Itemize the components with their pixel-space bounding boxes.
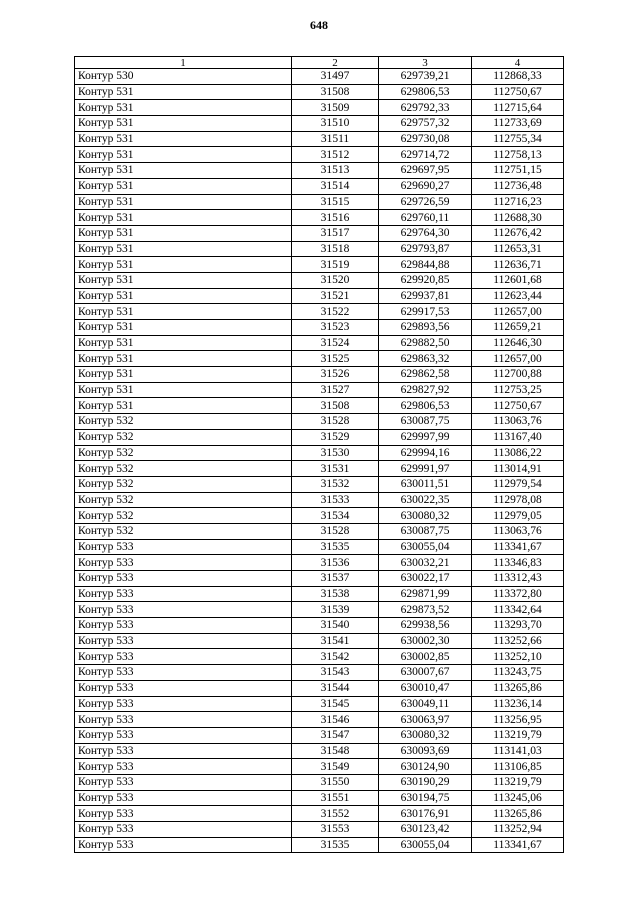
table-row xyxy=(75,398,564,414)
point-number-cell: 31535 xyxy=(292,539,379,555)
table-row xyxy=(75,163,564,179)
x-coordinate-cell: 629994,16 xyxy=(379,445,472,461)
x-coordinate-cell: 629871,99 xyxy=(379,586,472,602)
contour-name-cell: Контур 531 xyxy=(75,288,292,304)
x-coordinate-cell: 629714,72 xyxy=(379,147,472,163)
table-row xyxy=(75,210,564,226)
contour-name-cell: Контур 532 xyxy=(75,508,292,524)
contour-name-cell: Контур 533 xyxy=(75,790,292,806)
table-row xyxy=(75,178,564,194)
y-coordinate-cell: 113372,80 xyxy=(472,586,564,602)
contour-name-cell: Контур 533 xyxy=(75,774,292,790)
table-row xyxy=(75,194,564,210)
point-number-cell: 31522 xyxy=(292,304,379,320)
point-number-cell: 31544 xyxy=(292,680,379,696)
y-coordinate-cell: 113346,83 xyxy=(472,555,564,571)
x-coordinate-cell: 630087,75 xyxy=(379,523,472,539)
contour-name-cell: Контур 533 xyxy=(75,837,292,853)
contour-name-cell: Контур 533 xyxy=(75,555,292,571)
y-coordinate-cell: 112758,13 xyxy=(472,147,564,163)
point-number-cell: 31509 xyxy=(292,100,379,116)
x-coordinate-cell: 629730,08 xyxy=(379,131,472,147)
table-row xyxy=(75,492,564,508)
contour-name-cell: Контур 531 xyxy=(75,147,292,163)
table-row xyxy=(75,84,564,100)
table-row xyxy=(75,414,564,430)
contour-name-cell: Контур 533 xyxy=(75,743,292,759)
contour-name-cell: Контур 533 xyxy=(75,759,292,775)
x-coordinate-cell: 630063,97 xyxy=(379,712,472,728)
table-row xyxy=(75,523,564,539)
contour-name-cell: Контур 533 xyxy=(75,633,292,649)
y-coordinate-cell: 112716,23 xyxy=(472,194,564,210)
table-row xyxy=(75,461,564,477)
table-row xyxy=(75,743,564,759)
contour-name-cell: Контур 532 xyxy=(75,461,292,477)
point-number-cell: 31508 xyxy=(292,398,379,414)
x-coordinate-cell: 629764,30 xyxy=(379,225,472,241)
point-number-cell: 31519 xyxy=(292,257,379,273)
column-header-3: 3 xyxy=(379,57,472,69)
x-coordinate-cell: 629991,97 xyxy=(379,461,472,477)
table-row xyxy=(75,712,564,728)
y-coordinate-cell: 113167,40 xyxy=(472,429,564,445)
table-row xyxy=(75,790,564,806)
x-coordinate-cell: 630087,75 xyxy=(379,414,472,430)
point-number-cell: 31540 xyxy=(292,618,379,634)
y-coordinate-cell: 113014,91 xyxy=(472,461,564,477)
contour-name-cell: Контур 531 xyxy=(75,84,292,100)
y-coordinate-cell: 112753,25 xyxy=(472,382,564,398)
y-coordinate-cell: 113265,86 xyxy=(472,806,564,822)
table-row xyxy=(75,759,564,775)
x-coordinate-cell: 629697,95 xyxy=(379,163,472,179)
point-number-cell: 31525 xyxy=(292,351,379,367)
column-header-2: 2 xyxy=(292,57,379,69)
y-coordinate-cell: 112715,64 xyxy=(472,100,564,116)
point-number-cell: 31537 xyxy=(292,571,379,587)
x-coordinate-cell: 630002,85 xyxy=(379,649,472,665)
x-coordinate-cell: 629690,27 xyxy=(379,178,472,194)
table-row xyxy=(75,100,564,116)
y-coordinate-cell: 112755,34 xyxy=(472,131,564,147)
table-row xyxy=(75,304,564,320)
table-row xyxy=(75,633,564,649)
point-number-cell: 31528 xyxy=(292,523,379,539)
table-row xyxy=(75,131,564,147)
x-coordinate-cell: 629997,99 xyxy=(379,429,472,445)
point-number-cell: 31545 xyxy=(292,696,379,712)
y-coordinate-cell: 113341,67 xyxy=(472,539,564,555)
contour-name-cell: Контур 531 xyxy=(75,194,292,210)
table-row xyxy=(75,320,564,336)
point-number-cell: 31534 xyxy=(292,508,379,524)
contour-name-cell: Контур 531 xyxy=(75,320,292,336)
contour-name-cell: Контур 533 xyxy=(75,618,292,634)
point-number-cell: 31532 xyxy=(292,476,379,492)
y-coordinate-cell: 113141,03 xyxy=(472,743,564,759)
point-number-cell: 31538 xyxy=(292,586,379,602)
table-row xyxy=(75,571,564,587)
x-coordinate-cell: 629739,21 xyxy=(379,69,472,85)
table-row xyxy=(75,508,564,524)
y-coordinate-cell: 112653,31 xyxy=(472,241,564,257)
table-row xyxy=(75,774,564,790)
point-number-cell: 31497 xyxy=(292,69,379,85)
x-coordinate-cell: 629882,50 xyxy=(379,335,472,351)
contour-name-cell: Контур 531 xyxy=(75,116,292,132)
x-coordinate-cell: 630124,90 xyxy=(379,759,472,775)
y-coordinate-cell: 112623,44 xyxy=(472,288,564,304)
x-coordinate-cell: 630010,47 xyxy=(379,680,472,696)
y-coordinate-cell: 112601,68 xyxy=(472,272,564,288)
table-row xyxy=(75,382,564,398)
point-number-cell: 31513 xyxy=(292,163,379,179)
table-row xyxy=(75,69,564,85)
y-coordinate-cell: 113293,70 xyxy=(472,618,564,634)
x-coordinate-cell: 630194,75 xyxy=(379,790,472,806)
table-row xyxy=(75,649,564,665)
x-coordinate-cell: 630011,51 xyxy=(379,476,472,492)
contour-name-cell: Контур 530 xyxy=(75,69,292,85)
x-coordinate-cell: 629844,88 xyxy=(379,257,472,273)
x-coordinate-cell: 629920,85 xyxy=(379,272,472,288)
y-coordinate-cell: 113219,79 xyxy=(472,774,564,790)
x-coordinate-cell: 629757,32 xyxy=(379,116,472,132)
table-row xyxy=(75,367,564,383)
point-number-cell: 31533 xyxy=(292,492,379,508)
y-coordinate-cell: 113265,86 xyxy=(472,680,564,696)
point-number-cell: 31552 xyxy=(292,806,379,822)
point-number-cell: 31553 xyxy=(292,822,379,838)
contour-name-cell: Контур 532 xyxy=(75,476,292,492)
table-row xyxy=(75,822,564,838)
y-coordinate-cell: 113342,64 xyxy=(472,602,564,618)
point-number-cell: 31542 xyxy=(292,649,379,665)
contour-name-cell: Контур 531 xyxy=(75,398,292,414)
y-coordinate-cell: 112636,71 xyxy=(472,257,564,273)
table-row xyxy=(75,727,564,743)
x-coordinate-cell: 630022,35 xyxy=(379,492,472,508)
point-number-cell: 31539 xyxy=(292,602,379,618)
table-row xyxy=(75,696,564,712)
point-number-cell: 31524 xyxy=(292,335,379,351)
contour-name-cell: Контур 532 xyxy=(75,429,292,445)
y-coordinate-cell: 113236,14 xyxy=(472,696,564,712)
table-row xyxy=(75,476,564,492)
contour-name-cell: Контур 533 xyxy=(75,602,292,618)
y-coordinate-cell: 112733,69 xyxy=(472,116,564,132)
table-row xyxy=(75,116,564,132)
point-number-cell: 31541 xyxy=(292,633,379,649)
x-coordinate-cell: 630123,42 xyxy=(379,822,472,838)
point-number-cell: 31512 xyxy=(292,147,379,163)
point-number-cell: 31527 xyxy=(292,382,379,398)
y-coordinate-cell: 112688,30 xyxy=(472,210,564,226)
contour-name-cell: Контур 531 xyxy=(75,225,292,241)
y-coordinate-cell: 112979,05 xyxy=(472,508,564,524)
table-row xyxy=(75,257,564,273)
contour-name-cell: Контур 533 xyxy=(75,539,292,555)
contour-name-cell: Контур 533 xyxy=(75,712,292,728)
y-coordinate-cell: 113341,67 xyxy=(472,837,564,853)
y-coordinate-cell: 112978,08 xyxy=(472,492,564,508)
x-coordinate-cell: 629806,53 xyxy=(379,398,472,414)
table-row xyxy=(75,225,564,241)
table-row xyxy=(75,618,564,634)
x-coordinate-cell: 629863,32 xyxy=(379,351,472,367)
table-row xyxy=(75,147,564,163)
table-row xyxy=(75,429,564,445)
table-row xyxy=(75,602,564,618)
point-number-cell: 31526 xyxy=(292,367,379,383)
point-number-cell: 31547 xyxy=(292,727,379,743)
contour-name-cell: Контур 531 xyxy=(75,351,292,367)
table-row xyxy=(75,335,564,351)
y-coordinate-cell: 113252,94 xyxy=(472,822,564,838)
y-coordinate-cell: 113243,75 xyxy=(472,665,564,681)
table-row xyxy=(75,445,564,461)
point-number-cell: 31528 xyxy=(292,414,379,430)
contour-name-cell: Контур 531 xyxy=(75,304,292,320)
contour-name-cell: Контур 533 xyxy=(75,649,292,665)
table-row xyxy=(75,680,564,696)
y-coordinate-cell: 112646,30 xyxy=(472,335,564,351)
y-coordinate-cell: 113219,79 xyxy=(472,727,564,743)
contour-name-cell: Контур 531 xyxy=(75,100,292,116)
x-coordinate-cell: 629862,58 xyxy=(379,367,472,383)
contour-name-cell: Контур 532 xyxy=(75,523,292,539)
point-number-cell: 31530 xyxy=(292,445,379,461)
y-coordinate-cell: 113252,66 xyxy=(472,633,564,649)
contour-name-cell: Контур 531 xyxy=(75,178,292,194)
x-coordinate-cell: 629806,53 xyxy=(379,84,472,100)
point-number-cell: 31531 xyxy=(292,461,379,477)
point-number-cell: 31546 xyxy=(292,712,379,728)
point-number-cell: 31520 xyxy=(292,272,379,288)
contour-name-cell: Контур 531 xyxy=(75,382,292,398)
table-header-row xyxy=(75,57,564,69)
table-row xyxy=(75,555,564,571)
table-row xyxy=(75,241,564,257)
point-number-cell: 31550 xyxy=(292,774,379,790)
point-number-cell: 31511 xyxy=(292,131,379,147)
y-coordinate-cell: 113245,06 xyxy=(472,790,564,806)
y-coordinate-cell: 113106,85 xyxy=(472,759,564,775)
x-coordinate-cell: 629893,56 xyxy=(379,320,472,336)
x-coordinate-cell: 629937,81 xyxy=(379,288,472,304)
x-coordinate-cell: 629760,11 xyxy=(379,210,472,226)
x-coordinate-cell: 630080,32 xyxy=(379,727,472,743)
point-number-cell: 31535 xyxy=(292,837,379,853)
x-coordinate-cell: 630049,11 xyxy=(379,696,472,712)
column-header-4: 4 xyxy=(472,57,564,69)
x-coordinate-cell: 630190,29 xyxy=(379,774,472,790)
point-number-cell: 31510 xyxy=(292,116,379,132)
y-coordinate-cell: 113256,95 xyxy=(472,712,564,728)
contour-name-cell: Контур 531 xyxy=(75,210,292,226)
y-coordinate-cell: 112736,48 xyxy=(472,178,564,194)
y-coordinate-cell: 113312,43 xyxy=(472,571,564,587)
y-coordinate-cell: 112751,15 xyxy=(472,163,564,179)
table-row xyxy=(75,272,564,288)
x-coordinate-cell: 629873,52 xyxy=(379,602,472,618)
contour-name-cell: Контур 531 xyxy=(75,257,292,273)
x-coordinate-cell: 629938,56 xyxy=(379,618,472,634)
y-coordinate-cell: 113063,76 xyxy=(472,414,564,430)
point-number-cell: 31516 xyxy=(292,210,379,226)
contour-name-cell: Контур 533 xyxy=(75,806,292,822)
x-coordinate-cell: 630176,91 xyxy=(379,806,472,822)
point-number-cell: 31523 xyxy=(292,320,379,336)
contour-name-cell: Контур 532 xyxy=(75,414,292,430)
contour-name-cell: Контур 531 xyxy=(75,335,292,351)
point-number-cell: 31518 xyxy=(292,241,379,257)
x-coordinate-cell: 630055,04 xyxy=(379,539,472,555)
contour-name-cell: Контур 533 xyxy=(75,665,292,681)
x-coordinate-cell: 630022,17 xyxy=(379,571,472,587)
page-number: 648 xyxy=(310,18,328,32)
y-coordinate-cell: 112750,67 xyxy=(472,398,564,414)
point-number-cell: 31521 xyxy=(292,288,379,304)
point-number-cell: 31551 xyxy=(292,790,379,806)
contour-name-cell: Контур 532 xyxy=(75,445,292,461)
contour-name-cell: Контур 533 xyxy=(75,822,292,838)
contour-name-cell: Контур 532 xyxy=(75,492,292,508)
x-coordinate-cell: 630055,04 xyxy=(379,837,472,853)
y-coordinate-cell: 113086,22 xyxy=(472,445,564,461)
x-coordinate-cell: 629917,53 xyxy=(379,304,472,320)
point-number-cell: 31514 xyxy=(292,178,379,194)
contour-name-cell: Контур 533 xyxy=(75,680,292,696)
y-coordinate-cell: 112868,33 xyxy=(472,69,564,85)
point-number-cell: 31517 xyxy=(292,225,379,241)
point-number-cell: 31508 xyxy=(292,84,379,100)
table-body xyxy=(75,69,564,853)
x-coordinate-cell: 630007,67 xyxy=(379,665,472,681)
contour-name-cell: Контур 533 xyxy=(75,586,292,602)
table-row xyxy=(75,351,564,367)
point-number-cell: 31548 xyxy=(292,743,379,759)
x-coordinate-cell: 629726,59 xyxy=(379,194,472,210)
contour-name-cell: Контур 533 xyxy=(75,571,292,587)
table-row xyxy=(75,288,564,304)
table-row xyxy=(75,665,564,681)
y-coordinate-cell: 112700,88 xyxy=(472,367,564,383)
y-coordinate-cell: 112676,42 xyxy=(472,225,564,241)
y-coordinate-cell: 112659,21 xyxy=(472,320,564,336)
point-number-cell: 31529 xyxy=(292,429,379,445)
y-coordinate-cell: 112657,00 xyxy=(472,351,564,367)
table-row xyxy=(75,806,564,822)
contour-name-cell: Контур 531 xyxy=(75,272,292,288)
table-row xyxy=(75,837,564,853)
point-number-cell: 31543 xyxy=(292,665,379,681)
contour-name-cell: Контур 533 xyxy=(75,727,292,743)
y-coordinate-cell: 112657,00 xyxy=(472,304,564,320)
point-number-cell: 31536 xyxy=(292,555,379,571)
x-coordinate-cell: 630093,69 xyxy=(379,743,472,759)
x-coordinate-cell: 629827,92 xyxy=(379,382,472,398)
coordinates-table xyxy=(74,56,564,853)
contour-name-cell: Контур 531 xyxy=(75,163,292,179)
point-number-cell: 31549 xyxy=(292,759,379,775)
column-header-1: 1 xyxy=(75,57,292,69)
x-coordinate-cell: 630080,32 xyxy=(379,508,472,524)
x-coordinate-cell: 630002,30 xyxy=(379,633,472,649)
contour-name-cell: Контур 533 xyxy=(75,696,292,712)
x-coordinate-cell: 630032,21 xyxy=(379,555,472,571)
y-coordinate-cell: 112979,54 xyxy=(472,476,564,492)
contour-name-cell: Контур 531 xyxy=(75,241,292,257)
x-coordinate-cell: 629792,33 xyxy=(379,100,472,116)
point-number-cell: 31515 xyxy=(292,194,379,210)
contour-name-cell: Контур 531 xyxy=(75,367,292,383)
contour-name-cell: Контур 531 xyxy=(75,131,292,147)
x-coordinate-cell: 629793,87 xyxy=(379,241,472,257)
table-row xyxy=(75,586,564,602)
y-coordinate-cell: 113063,76 xyxy=(472,523,564,539)
y-coordinate-cell: 113252,10 xyxy=(472,649,564,665)
table-row xyxy=(75,539,564,555)
y-coordinate-cell: 112750,67 xyxy=(472,84,564,100)
